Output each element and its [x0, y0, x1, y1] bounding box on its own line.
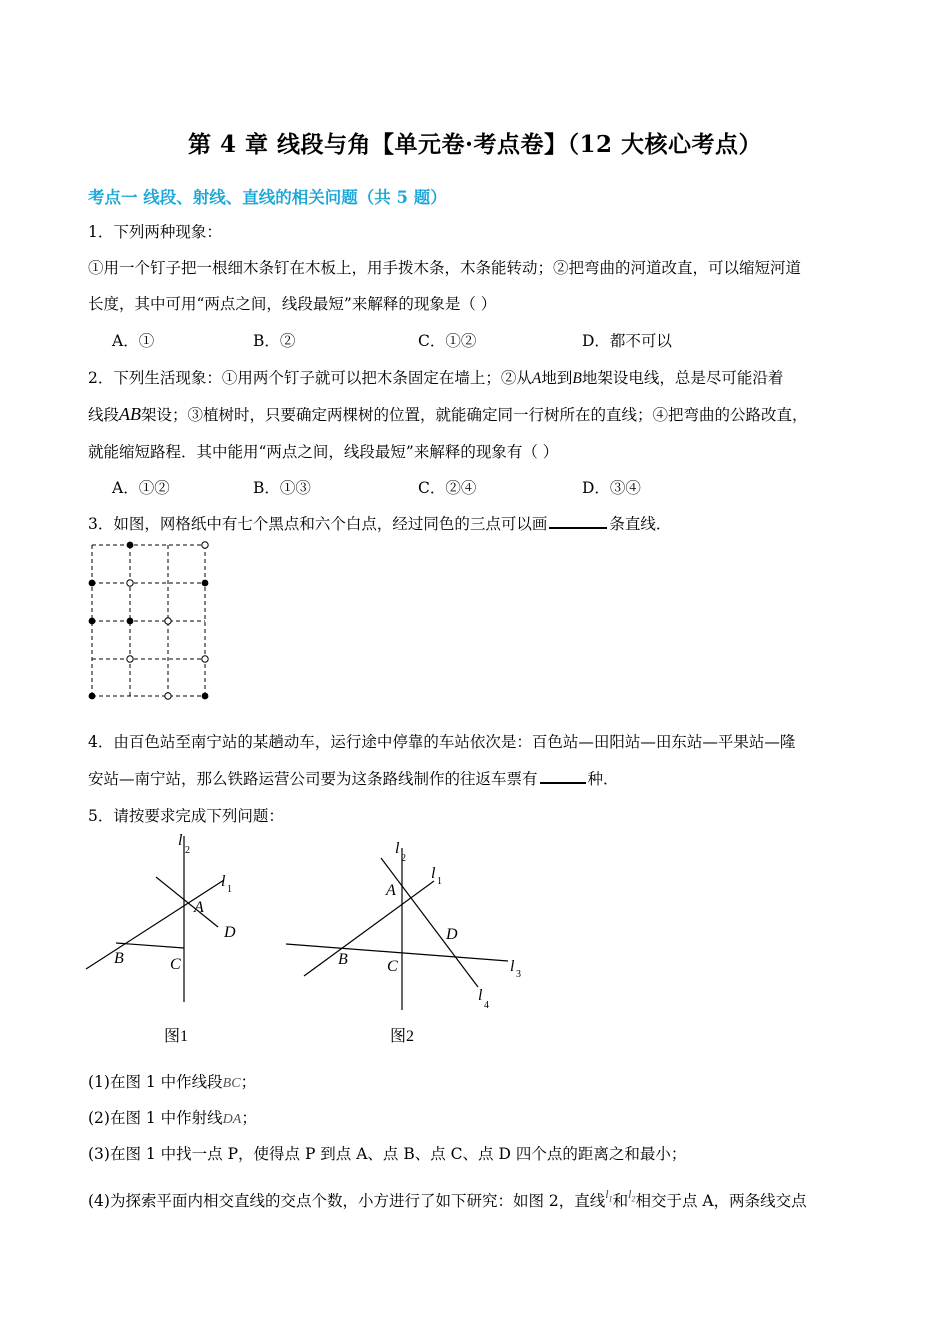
q2-text: 架设；③植树时，只要确定两棵树的位置，就能确定同一行树所在的直线；④把弯曲的公路改直， [141, 406, 808, 424]
q5-part-4 [88, 1187, 807, 1211]
label-a: A [194, 899, 204, 916]
q5-part-1 [88, 1070, 256, 1092]
page-title: 第 4 章 线段与角【单元卷·考点卷】（12 大核心考点） [187, 131, 763, 158]
q5-part-2 [88, 1106, 257, 1128]
segment-bc-label: BC [222, 1076, 241, 1091]
label-l2: l [178, 832, 183, 849]
label-d: D [224, 924, 236, 941]
q1-option-b[interactable]: B．② [253, 332, 296, 350]
q1-text-line-1: ①用一个钉子把一根细木条钉在木板上，用手拨木条，木条能转动；②把弯曲的河道改直，可以缩短河道 [88, 259, 802, 277]
label-l4: l [478, 987, 483, 1004]
q5-part-2-text: (2)在图 1 中作射线 [88, 1109, 223, 1127]
q4-text-a: 安站—南宁站，那么铁路运营公司要为这条路线制作的往返车票有 [88, 770, 538, 788]
q4-text-line-1: 4．由百色站至南宁站的某趟动车，运行途中停靠的车站依次是：百色站—田阳站—田东站—平果站—隆 [88, 733, 796, 751]
label-d: D [446, 926, 458, 943]
figure-2-caption: 图2 [390, 1028, 415, 1045]
q5-part-4-and: 和 [612, 1192, 629, 1210]
q2-text-line-1 [88, 366, 783, 388]
label-l1: l [221, 873, 226, 890]
label-l1-sub: 1 [227, 884, 232, 895]
q2-text-line-3: 就能缩短路程．其中能用“两点之间，线段最短”来解释的现象有（ ） [88, 443, 559, 461]
q2-text: 2．下列生活现象：①用两个钉子就可以把木条固定在墙上；②从 [88, 369, 532, 387]
label-b: B [338, 951, 348, 968]
label-l1: l [431, 865, 436, 882]
q5-stem: 5．请按要求完成下列问题： [88, 807, 284, 825]
point-b-label: B [572, 370, 582, 387]
figure-1 [80, 828, 260, 1048]
ray-da-label: DA [222, 1112, 242, 1127]
label-c: C [387, 958, 398, 975]
q2-option-a[interactable]: A．①② [112, 479, 170, 497]
q1-stem: 1．下列两种现象： [88, 223, 222, 241]
q2-options [112, 476, 832, 498]
q1-text-line-2: 长度，其中可用“两点之间，线段最短”来解释的现象是（ ） [88, 295, 497, 313]
answer-blank[interactable] [540, 768, 586, 784]
label-l2-inline: l2 [628, 1187, 636, 1204]
q3-text-a: 3．如图，网格纸中有七个黑点和六个白点，经过同色的三点可以画 [88, 515, 548, 533]
q3-text [88, 512, 671, 534]
figure-1-lines [86, 836, 224, 1002]
q3-text-b: 条直线． [609, 515, 672, 533]
q2-option-b[interactable]: B．①③ [253, 479, 311, 497]
label-c: C [170, 956, 181, 973]
label-l2-sub: 2 [185, 845, 190, 856]
q5-part-4-tail: 相交于点 A，两条线交点 [635, 1192, 807, 1210]
label-l2: l [395, 840, 400, 857]
figure-2 [282, 828, 542, 1048]
label-b: B [114, 950, 124, 967]
label-l3: l [510, 958, 515, 975]
figure-2-labels [338, 840, 521, 1011]
label-l3-sub: 3 [516, 969, 521, 980]
q1-option-a[interactable]: A．① [112, 332, 155, 350]
segment-ab-label: AB [119, 404, 142, 424]
q4-text-line-2 [88, 767, 619, 789]
grid-figure [84, 538, 214, 702]
white-dots [127, 542, 208, 699]
figure-1-labels [114, 832, 236, 973]
label-l4-sub: 4 [484, 1000, 489, 1011]
answer-blank[interactable] [549, 513, 607, 529]
figure-1-caption: 图1 [164, 1028, 189, 1045]
q1-option-d[interactable]: D．都不可以 [582, 332, 672, 350]
q2-text: 地架设电线，总是尽可能沿着 [581, 369, 784, 387]
q5-part-3: (3)在图 1 中找一点 P，使得点 P 到点 A、点 B、点 C、点 D 四个点的距离之和最小； [88, 1145, 687, 1163]
label-l2-sub: 2 [401, 853, 406, 864]
figure-2-lines [286, 848, 508, 1010]
q5-part-4-text: (4)为探索平面内相交直线的交点个数，小方进行了如下研究：如图 2，直线 [88, 1192, 606, 1210]
label-l1-inline: l1 [605, 1187, 613, 1204]
q4-text-b: 种． [587, 770, 619, 788]
q2-text: 地到 [541, 369, 573, 387]
section-heading-1: 考点一 线段、射线、直线的相关问题（共 5 题） [88, 188, 447, 207]
q2-text-line-2 [88, 403, 808, 425]
q5-part-1-end: ； [240, 1073, 257, 1091]
q1-options [112, 329, 832, 351]
label-l1-sub: 1 [437, 876, 442, 887]
label-a: A [386, 882, 396, 899]
q5-part-1-text: (1)在图 1 中作线段 [88, 1073, 223, 1091]
q2-option-c[interactable]: C．②④ [418, 479, 477, 497]
q1-option-c[interactable]: C．①② [418, 332, 477, 350]
point-a-label: A [531, 370, 542, 387]
q5-part-2-end: ； [241, 1109, 257, 1127]
grid-dashed-lines [92, 545, 205, 696]
q2-text: 线段 [88, 406, 120, 424]
q2-option-d[interactable]: D．③④ [582, 479, 641, 497]
